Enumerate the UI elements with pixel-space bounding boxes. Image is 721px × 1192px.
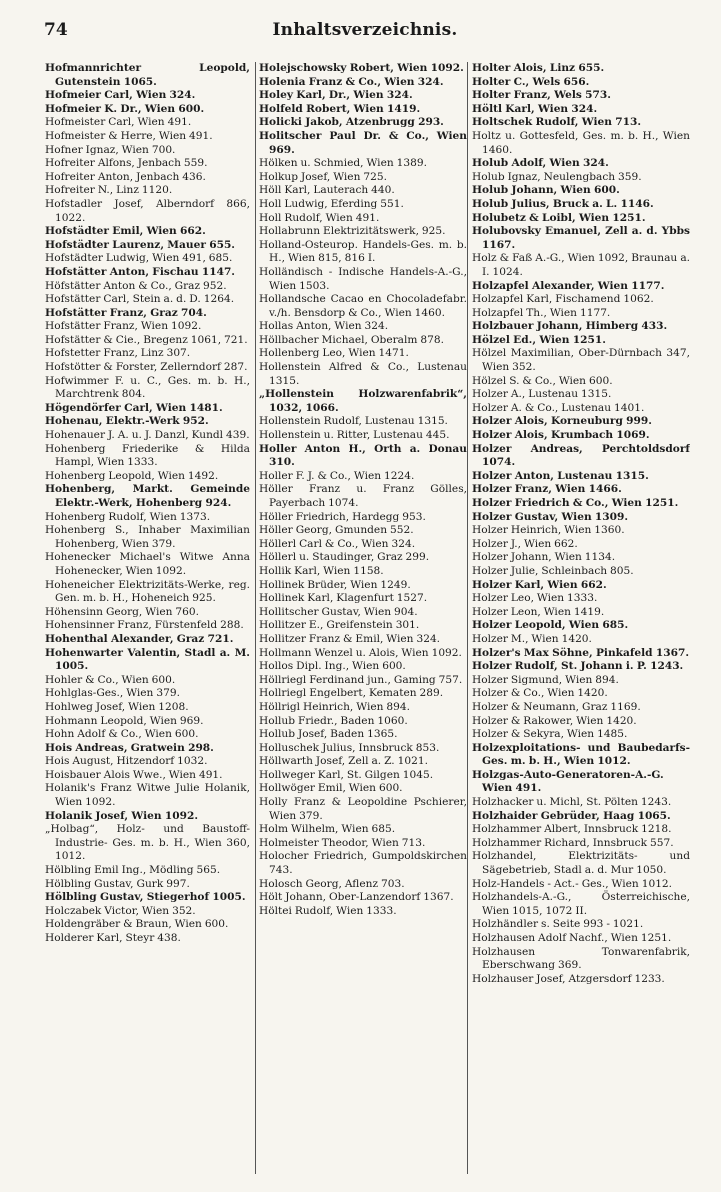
index-entry: Hollos Dipl. Ing., Wien 600.: [259, 660, 406, 673]
index-entry: Holländisch - Indische Handels-A.-G., Wien 1503.: [259, 265, 467, 292]
index-entry: Hollwöger Emil, Wien 600.: [259, 782, 403, 795]
index-entry: Höllerl Carl & Co., Wien 324.: [259, 537, 416, 550]
index-entry: Höllbacher Michael, Oberalm 878.: [259, 333, 444, 346]
index-entry: Holzhaider Gebrüder, Haag 1065.: [472, 809, 671, 822]
index-entry: Holzapfel Karl, Fischamend 1062.: [472, 293, 654, 306]
index-entry: Hohenwarter Valentin, Stadl a. M. 1005.: [45, 646, 250, 673]
index-entry: Holocher Friedrich, Gumpoldskirchen 743.: [259, 850, 467, 877]
index-entry: Holzhandel, Elektrizitäts- und Sägebetrieb, Stadl a. d. Mur 1050.: [472, 850, 690, 877]
index-entry: Holmeister Theodor, Wien 713.: [259, 836, 426, 849]
index-entry: Hofstätter Anton, Fischau 1147.: [45, 265, 235, 278]
index-entry: Hohler & Co., Wien 600.: [45, 673, 176, 686]
index-entry: Höller Franz u. Franz Gölles, Payerbach 1074.: [259, 483, 467, 509]
index-entry: Hofmeier Carl, Wien 324.: [45, 89, 196, 102]
index-entry: Holey Karl, Dr., Wien 324.: [259, 89, 413, 102]
index-entry: Holosch Georg, Aflenz 703.: [259, 877, 405, 890]
index-entry: Holzhammer Richard, Innsbruck 557.: [472, 836, 674, 849]
index-entry: Hollenstein u. Ritter, Lustenau 445.: [259, 429, 450, 442]
index-entry: Holzer J., Wien 662.: [472, 537, 578, 550]
index-entry: Holzer Anton, Lustenau 1315.: [472, 469, 649, 482]
index-entry: Höltl Karl, Wien 324.: [472, 102, 598, 115]
index-entry: Holler F. J. & Co., Wien 1224.: [259, 469, 415, 482]
index-entry: Hölt Johann, Ober-Lanzendorf 1367.: [259, 891, 454, 904]
index-entry: Hohenau, Elektr.-Werk 952.: [45, 415, 209, 428]
index-entry: Hölzel Ed., Wien 1251.: [472, 333, 606, 346]
index-entry: „Holbag“, Holz- und Baustoff-Industrie- Ges. m. b. H., Wien 360, 1012.: [45, 823, 250, 863]
index-entry: Holland-Osteurop. Handels-Ges. m. b. H., Wien 815, 816 I.: [259, 238, 467, 265]
index-entry: Holubetz & Loibl, Wien 1251.: [472, 211, 646, 224]
index-entry: Holzhammer Albert, Innsbruck 1218.: [472, 823, 672, 836]
index-entry: Holfeld Robert, Wien 1419.: [259, 102, 421, 115]
index-entry: Holtz u. Gottesfeld, Ges. m. b. H., Wien 1460.: [472, 129, 690, 156]
index-entry: Hofwimmer F. u. C., Ges. m. b. H., Marchtrenk 804.: [45, 374, 250, 401]
index-entry: Holderer Karl, Steyr 438.: [45, 932, 181, 944]
index-column-3: [472, 62, 690, 1177]
index-entry: Holzer Friedrich & Co., Wien 1251.: [472, 497, 679, 509]
index-entry: Holicki Jakob, Atzenbrugg 293.: [259, 116, 444, 129]
index-entry: Hohlweg Josef, Wien 1208.: [45, 700, 189, 713]
index-entry: Holenia Franz & Co., Wien 324.: [259, 75, 444, 88]
index-entry: Hofstetter Franz, Linz 307.: [45, 347, 191, 360]
index-entry: Hollenstein Rudolf, Lustenau 1315.: [259, 415, 448, 428]
index-entry: Holzer Andreas, Perchtoldsdorf 1074.: [472, 442, 690, 469]
index-entry: Hofstadler Josef, Alberndorf 866, 1022.: [45, 197, 250, 224]
index-entry: Hoisbauer Alois Wwe., Wien 491.: [45, 768, 223, 781]
index-entry: Hollenstein Alfred & Co., Lustenau 1315.: [259, 361, 467, 387]
index-entry: Holzer's Max Söhne, Pinkafeld 1367.: [472, 646, 690, 659]
index-entry: Hohenberg Rudolf, Wien 1373.: [45, 510, 211, 523]
index-entry: Hofreiter N., Linz 1120.: [45, 184, 173, 197]
index-entry: Höll Karl, Lauterach 440.: [259, 184, 395, 197]
index-entry: Holzer & Co., Wien 1420.: [472, 687, 608, 700]
index-entry: Holzhändler s. Seite 993 - 1021.: [472, 918, 644, 931]
index-entry: Holzapfel Th., Wien 1177.: [472, 306, 611, 319]
index-entry: Holdengräber & Braun, Wien 600.: [45, 918, 229, 931]
index-entry: Holzer Leo, Wien 1333.: [472, 592, 598, 605]
index-entry: Holzer Rudolf, St. Johann i. P. 1243.: [472, 660, 684, 673]
index-entry: Hohensinner Franz, Fürstenfeld 288.: [45, 619, 244, 632]
index-entry: Höhensinn Georg, Wien 760.: [45, 605, 199, 618]
index-entry: Hohn Adolf & Co., Wien 600.: [45, 728, 199, 741]
index-entry: Holzer & Rakower, Wien 1420.: [472, 714, 637, 727]
index-entry: Holzer Heinrich, Wien 1360.: [472, 524, 625, 537]
index-entry: Holm Wilhelm, Wien 685.: [259, 823, 396, 836]
index-entry: Holzgas-Auto-Generatoren-A.-G. Wien 491.: [472, 768, 664, 795]
index-entry: Hofstätter & Cie., Bregenz 1061, 721.: [45, 333, 248, 346]
index-entry: Holzexploitations- und Baubedarfs-Ges. m. b. H., Wien 1012.: [472, 741, 690, 768]
index-entry: Holzbauer Johann, Himberg 433.: [472, 320, 668, 333]
index-entry: Holter Alois, Linz 655.: [472, 62, 605, 74]
index-entry: Hollas Anton, Wien 324.: [259, 320, 389, 333]
index-entry: Holitscher Paul Dr. & Co., Wien 969.: [259, 129, 467, 156]
index-entry: Höfstätter Anton & Co., Graz 952.: [45, 279, 227, 292]
index-entry: Holl Ludwig, Eferding 551.: [259, 197, 404, 210]
index-entry: Holtschek Rudolf, Wien 713.: [472, 116, 642, 129]
index-entry: Hofner Ignaz, Wien 700.: [45, 143, 176, 156]
index-entry: Hölbling Gustav, Gurk 997.: [45, 877, 190, 890]
index-entry: Holzer Alois, Krumbach 1069.: [472, 429, 650, 442]
index-entry: Holzer A., Lustenau 1315.: [472, 388, 612, 401]
index-entry: Höllriegl Ferdinand jun., Gaming 757.: [259, 673, 463, 686]
index-entry: Hollitscher Gustav, Wien 904.: [259, 605, 418, 618]
index-entry: Hollinek Karl, Klagenfurt 1527.: [259, 592, 428, 605]
index-entry: Holanik Josef, Wien 1092.: [45, 809, 199, 822]
index-entry: Hollub Friedr., Baden 1060.: [259, 714, 408, 727]
index-entry: Holejschowsky Robert, Wien 1092.: [259, 62, 464, 74]
index-entry: Holzer Alois, Korneuburg 999.: [472, 415, 652, 428]
index-entry: Holzer & Sekyra, Wien 1485.: [472, 728, 628, 741]
index-entry: Hoheneicher Elektrizitäts-Werke, reg. Gen. m. b. H., Hoheneich 925.: [45, 578, 250, 605]
index-entry: Hofmeister & Herre, Wien 491.: [45, 129, 213, 142]
index-entry: Holub Julius, Bruck a. L. 1146.: [472, 197, 654, 210]
index-entry: Holub Adolf, Wien 324.: [472, 157, 609, 170]
index-entry: Hohenberg Leopold, Wien 1492.: [45, 469, 219, 482]
index-columns: [45, 62, 710, 1177]
page-header: [30, 20, 700, 44]
index-entry: Hollabrunn Elektrizitätswerk, 925.: [259, 225, 446, 238]
index-entry: Holub Ignaz, Neulengbach 359.: [472, 170, 642, 183]
index-entry: Holzhausen Adolf Nachf., Wien 1251.: [472, 932, 672, 944]
index-entry: Hofstätter Franz, Graz 704.: [45, 306, 207, 319]
index-entry: Hollenberg Leo, Wien 1471.: [259, 347, 409, 360]
index-entry: Holzer Gustav, Wien 1309.: [472, 510, 629, 523]
index-entry: Hofmannrichter Leopold, Gutenstein 1065.: [45, 62, 250, 88]
index-entry: Holzer Johann, Wien 1134.: [472, 551, 616, 564]
index-entry: Hois Andreas, Gratwein 298.: [45, 741, 214, 754]
index-entry: Hölbling Emil Ing., Mödling 565.: [45, 864, 221, 877]
page-number: 74: [44, 20, 68, 40]
index-entry: Hölzel Maximilian, Ober-Dürnbach 347, Wien 352.: [472, 347, 690, 374]
index-entry: Holkup Josef, Wien 725.: [259, 170, 387, 183]
index-entry: Hollweger Karl, St. Gilgen 1045.: [259, 768, 434, 781]
index-entry: Hohenecker Michael's Witwe Anna Hohenecker, Wien 1092.: [45, 551, 250, 577]
index-entry: Hofstädter Laurenz, Mauer 655.: [45, 238, 235, 251]
index-entry: Hollandsche Cacao en Chocoladefabr. v./h. Bensdorp & Co., Wien 1460.: [259, 293, 467, 319]
index-entry: Holter C., Wels 656.: [472, 75, 590, 88]
index-column-2: [259, 62, 467, 1177]
index-entry: Hohenberg S., Inhaber Maximilian Hohenberg, Wien 379.: [45, 524, 250, 550]
index-entry: Hohenauer J. A. u. J. Danzl, Kundl 439.: [45, 429, 250, 442]
index-entry: Holluschek Julius, Innsbruck 853.: [259, 741, 440, 754]
index-entry: Holzhandels-A.-G., Österreichische, Wien 1015, 1072 II.: [472, 891, 690, 917]
index-entry: Höllrigl Heinrich, Wien 894.: [259, 700, 410, 713]
index-entry: Holzer Leon, Wien 1419.: [472, 605, 605, 618]
index-entry: Holzhacker u. Michl, St. Pölten 1243.: [472, 796, 672, 809]
index-entry: Holzer Leopold, Wien 685.: [472, 619, 629, 632]
index-entry: Hofreiter Alfons, Jenbach 559.: [45, 157, 208, 170]
index-entry: Hollik Karl, Wien 1158.: [259, 564, 384, 577]
index-entry: Holzer & Neumann, Graz 1169.: [472, 700, 641, 713]
index-entry: Hofstädter Ludwig, Wien 491, 685.: [45, 252, 233, 265]
index-entry: Hollub Josef, Baden 1365.: [259, 728, 398, 741]
index-entry: Hofstätter Franz, Wien 1092.: [45, 320, 202, 333]
index-entry: Hofstötter & Forster, Zellerndorf 287.: [45, 361, 248, 374]
index-entry: Holzer Franz, Wien 1466.: [472, 483, 622, 496]
index-entry: Hohenberg Friederike & Hilda Hampl, Wien 1333.: [45, 442, 250, 469]
index-column-1: [45, 62, 250, 1177]
index-entry: Höller Friedrich, Hardegg 953.: [259, 510, 426, 523]
index-entry: Hofstätter Carl, Stein a. d. D. 1264.: [45, 293, 235, 306]
index-entry: Hohenthal Alexander, Graz 721.: [45, 632, 234, 645]
index-entry: Hofstädter Emil, Wien 662.: [45, 225, 206, 238]
index-entry: Holz & Faß A.-G., Wien 1092, Braunau a. I. 1024.: [472, 252, 690, 278]
index-entry: Holub Johann, Wien 600.: [472, 184, 620, 197]
index-entry: Hollitzer Franz & Emil, Wien 324.: [259, 632, 441, 645]
index-entry: „Hollenstein Holzwarenfabrik“, 1032, 1066.: [259, 388, 467, 414]
index-entry: Holzhausen Tonwarenfabrik, Eberschwang 369.: [472, 945, 690, 972]
index-entry: Holzer M., Wien 1420.: [472, 632, 592, 645]
index-entry: Hollmann Wenzel u. Alois, Wien 1092.: [259, 646, 462, 659]
index-entry: Holzer Karl, Wien 662.: [472, 578, 607, 591]
index-entry: Hollitzer E., Greifenstein 301.: [259, 619, 420, 632]
page-title: Inhaltsverzeichnis.: [272, 20, 458, 40]
index-entry: Holly Franz & Leopoldine Pschierer, Wien 379.: [259, 796, 467, 822]
index-entry: Hohenberg, Markt. Gemeinde Elektr.-Werk, Hohenberg 924.: [45, 483, 250, 509]
index-entry: Hohmann Leopold, Wien 969.: [45, 714, 204, 727]
index-entry: Höltei Rudolf, Wien 1333.: [259, 904, 397, 917]
index-entry: Holl Rudolf, Wien 491.: [259, 211, 380, 224]
index-entry: Holczabek Victor, Wien 352.: [45, 904, 196, 917]
index-entry: Hollriegl Engelbert, Kematen 289.: [259, 687, 444, 700]
index-entry: Holzer Sigmund, Wien 894.: [472, 673, 619, 686]
index-entry: Hois August, Hitzendorf 1032.: [45, 755, 208, 768]
index-entry: Hofmeier K. Dr., Wien 600.: [45, 102, 205, 115]
index-entry: Högendörfer Carl, Wien 1481.: [45, 401, 223, 414]
index-entry: Holubovsky Emanuel, Zell a. d. Ybbs 1167.: [472, 225, 690, 251]
index-entry: Holzer Julie, Schleinbach 805.: [472, 564, 634, 577]
index-entry: Höller Georg, Gmunden 552.: [259, 524, 414, 537]
index-entry: Holanik's Franz Witwe Julie Holanik, Wien 1092.: [45, 782, 250, 809]
index-entry: Hofmeister Carl, Wien 491.: [45, 116, 192, 129]
index-entry: Hölzel S. & Co., Wien 600.: [472, 374, 613, 387]
index-entry: Holter Franz, Wels 573.: [472, 89, 611, 102]
index-entry: Höllerl u. Staudinger, Graz 299.: [259, 551, 430, 564]
index-entry: Holler Anton H., Orth a. Donau 310.: [259, 442, 467, 469]
index-entry: Höllwarth Josef, Zell a. Z. 1021.: [259, 755, 428, 768]
index-entry: Hofreiter Anton, Jenbach 436.: [45, 170, 206, 183]
index-entry: Hölken u. Schmied, Wien 1389.: [259, 157, 427, 170]
index-entry: Holzer A. & Co., Lustenau 1401.: [472, 401, 645, 414]
index-entry: Hohlglas-Ges., Wien 379.: [45, 687, 180, 700]
index-entry: Holzapfel Alexander, Wien 1177.: [472, 279, 665, 292]
index-entry: Hölbling Gustav, Stiegerhof 1005.: [45, 891, 246, 904]
index-entry: Holz-Handels - Act.- Ges., Wien 1012.: [472, 877, 673, 890]
index-entry: Hollinek Brüder, Wien 1249.: [259, 578, 411, 591]
index-entry: Holzhauser Josef, Atzgersdorf 1233.: [472, 972, 665, 985]
